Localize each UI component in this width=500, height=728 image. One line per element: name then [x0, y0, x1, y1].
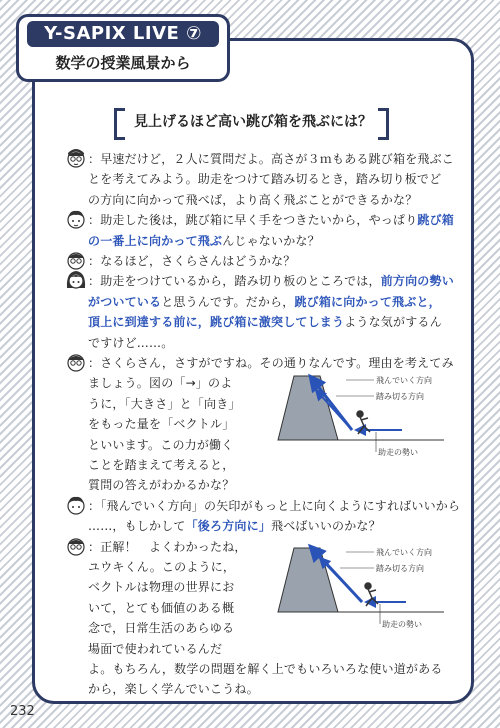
page-title: 見上げるほど高い跳び箱を飛ぶには？	[134, 114, 372, 130]
dialogue-text-span: といいます。この力が働く	[88, 437, 234, 452]
dialogue-text-span: ましょう。図の「→」のよ	[88, 376, 233, 391]
emphasis-text: 跳び箱に向かって飛ぶと，	[294, 294, 441, 309]
dialogue-text-span: ユウキくん。このように，	[88, 560, 236, 574]
emphasis-text: 前方向の勢い	[380, 274, 454, 289]
dialogue-text-span: をもった量を「ベクトル」	[88, 417, 235, 432]
girl-face-icon	[64, 268, 88, 292]
page-number: 232	[10, 704, 35, 719]
dialogue-text-span: 質問の答えがわかるかな？	[88, 478, 235, 493]
series-subtitle: 数学の授業風景から	[55, 54, 191, 72]
emphasis-text: の一番上に向かって飛ぶ	[88, 233, 223, 248]
dialogue-text-span: ：助走をつけているから，踏み切り板のところでは，	[88, 274, 381, 289]
vaulting-box-shape	[278, 548, 338, 612]
dialogue-text-span: とを考えてみよう。助走をつけて踏み切るとき，踏み切り板でど	[88, 172, 442, 187]
boy-face-icon	[64, 207, 88, 231]
dialogue-text-span: ベクトルは物理の世界にお	[88, 580, 235, 595]
dialogue-text-span: ：正解！ よくわかったね，	[88, 539, 247, 554]
dialogue-text-span: ：「飛んでいく方向」の矢印がもっと上に向くようにすればいいから	[88, 498, 461, 513]
dialogue-text-span: ：なるほど，さくらさんはどうかな？	[88, 254, 296, 268]
dialogue-text-span: 飛べばいいのかな？	[271, 519, 381, 534]
emphasis-text: がついている	[88, 294, 162, 309]
dialogue-text-span: から，楽しく学んでいこうね。	[88, 682, 259, 697]
dialogue-text-span: ですけど……。	[88, 335, 174, 350]
vector-diagram-2	[276, 540, 446, 630]
dialogue-text-span: ：助走した後は，跳び箱に早く手をつきたいから，やっぱり	[88, 213, 418, 228]
fly-direction-label: 飛んでいく方向	[376, 547, 432, 557]
dialogue-text-span: うに，「大きさ」と「向き」	[88, 396, 241, 411]
emphasis-text: 頂上に到達する前に，跳び箱に激突してしまう	[88, 315, 345, 330]
dialogue-text-span: ……，もしかして	[88, 519, 186, 534]
dialogue-text-span: ような気がするん	[344, 315, 442, 330]
dialogue-text-span: 場面で使われているんだ	[88, 641, 223, 656]
dialogue-text-span: よ。もちろん，数学の問題を解く上でもいろいろな使い道がある	[88, 662, 443, 676]
series-logo: Y-SAPIX LIVE ⑦	[27, 21, 219, 47]
dialogue-text-span: いて，とても価値のある概	[88, 600, 235, 615]
dialogue-text-span: ことを踏まえて考えると，	[88, 458, 235, 472]
teacher-face-icon	[64, 350, 88, 374]
teacher-face-icon	[64, 146, 88, 170]
jump-direction-label: 踏み切る方向	[376, 563, 424, 573]
title-bracket-right	[378, 108, 389, 140]
boy-face-icon	[64, 493, 88, 517]
dialogue-line	[88, 678, 259, 701]
dialogue-text-span: 念で，日常生活のあらゆる	[88, 621, 235, 636]
emphasis-text: 跳び箱	[417, 213, 455, 228]
teacher-face-icon	[64, 534, 88, 558]
dialogue-text-span: と思うんです。だから，	[161, 294, 295, 309]
vector-diagram-1	[276, 368, 446, 458]
vaulting-box-shape	[278, 376, 338, 440]
dialogue-text-span: の方向に向かって飛べば，より高く飛ぶことができるかな？	[88, 192, 418, 207]
header-badge	[16, 14, 230, 82]
dialogue-text-span: ：早速だけど，２人に質問だよ。高さが３ｍもある跳び箱を飛ぶこ	[88, 152, 455, 166]
run-momentum-label: 助走の勢い	[378, 448, 418, 458]
jump-direction-label: 踏み切る方向	[376, 392, 424, 402]
dialogue-text-span: ：さくらさん，さすがですね。その通りなんです。理由を考えてみ	[88, 356, 454, 370]
run-momentum-label: 助走の勢い	[382, 619, 422, 629]
fly-direction-label: 飛んでいく方向	[376, 376, 432, 386]
dialogue-text-span: んじゃないかな？	[222, 233, 320, 248]
emphasis-text: 「後ろ方向に」	[185, 519, 272, 534]
